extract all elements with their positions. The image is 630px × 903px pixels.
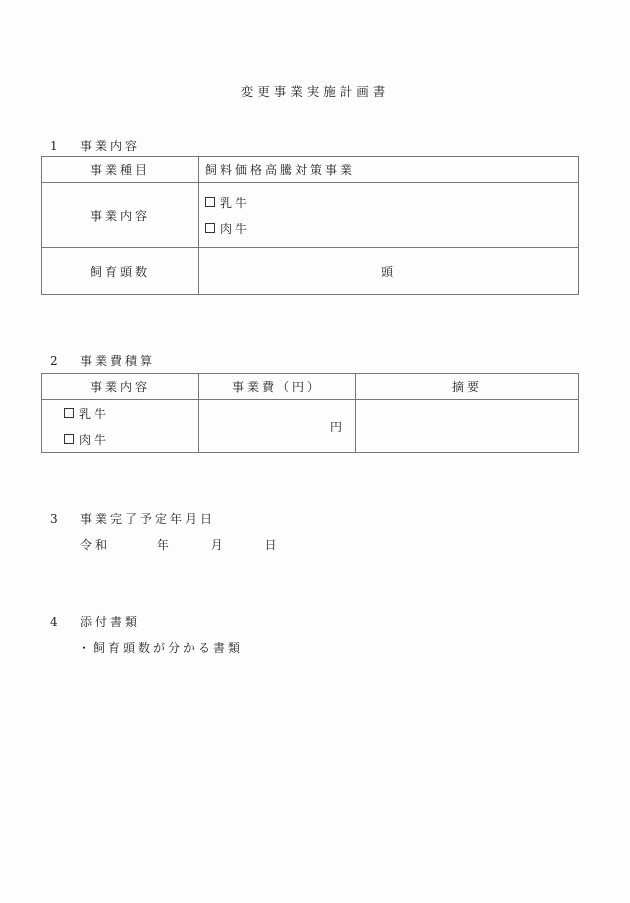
month-unit: 月 bbox=[210, 538, 226, 552]
section4-title: 添付書類 bbox=[80, 615, 141, 629]
checkbox-icon[interactable] bbox=[205, 197, 215, 207]
section2-title: 事業費積算 bbox=[80, 354, 156, 368]
option-beef-cattle[interactable]: 肉牛 bbox=[64, 426, 198, 452]
business-content-label: 事業内容 bbox=[42, 183, 199, 248]
section2-heading bbox=[50, 352, 155, 369]
note-field[interactable] bbox=[356, 400, 579, 453]
section3-number: 3 bbox=[50, 512, 58, 526]
section1-number: 1 bbox=[50, 139, 58, 153]
day-unit: 日 bbox=[264, 538, 280, 552]
section1-heading bbox=[50, 137, 140, 154]
section4-number: 4 bbox=[50, 615, 58, 629]
section3-title: 事業完了予定年月日 bbox=[80, 512, 216, 526]
checkbox-icon[interactable] bbox=[64, 434, 74, 444]
option-beef-cattle[interactable]: 肉牛 bbox=[205, 215, 578, 241]
section2-number: 2 bbox=[50, 354, 58, 368]
business-content-table bbox=[41, 156, 579, 295]
header-note: 摘要 bbox=[356, 374, 579, 400]
section1-title: 事業内容 bbox=[80, 139, 141, 153]
section4-heading bbox=[50, 613, 140, 630]
business-content-options bbox=[199, 183, 579, 248]
cost-field[interactable]: 円 bbox=[199, 400, 356, 453]
section3-heading bbox=[50, 510, 215, 527]
checkbox-icon[interactable] bbox=[64, 408, 74, 418]
head-count-field[interactable]: 頭 bbox=[199, 248, 579, 295]
year-unit: 年 bbox=[156, 538, 172, 552]
era-label: 令和 bbox=[80, 538, 111, 552]
completion-date bbox=[80, 536, 280, 553]
option-dairy-cattle[interactable]: 乳牛 bbox=[205, 189, 578, 215]
document-title: 変更事業実施計画書 bbox=[240, 84, 390, 99]
business-type-label: 事業種目 bbox=[42, 157, 199, 183]
cost-content-options bbox=[42, 400, 199, 453]
business-type-value: 飼料価格高騰対策事業 bbox=[199, 157, 579, 183]
cost-estimate-table bbox=[41, 373, 579, 453]
header-content: 事業内容 bbox=[42, 374, 199, 400]
header-cost: 事業費（円） bbox=[199, 374, 356, 400]
option-dairy-cattle[interactable]: 乳牛 bbox=[64, 400, 198, 426]
checkbox-icon[interactable] bbox=[205, 223, 215, 233]
attachment-item: ・飼育頭数が分かる書類 bbox=[78, 641, 244, 655]
head-count-label: 飼育頭数 bbox=[42, 248, 199, 295]
